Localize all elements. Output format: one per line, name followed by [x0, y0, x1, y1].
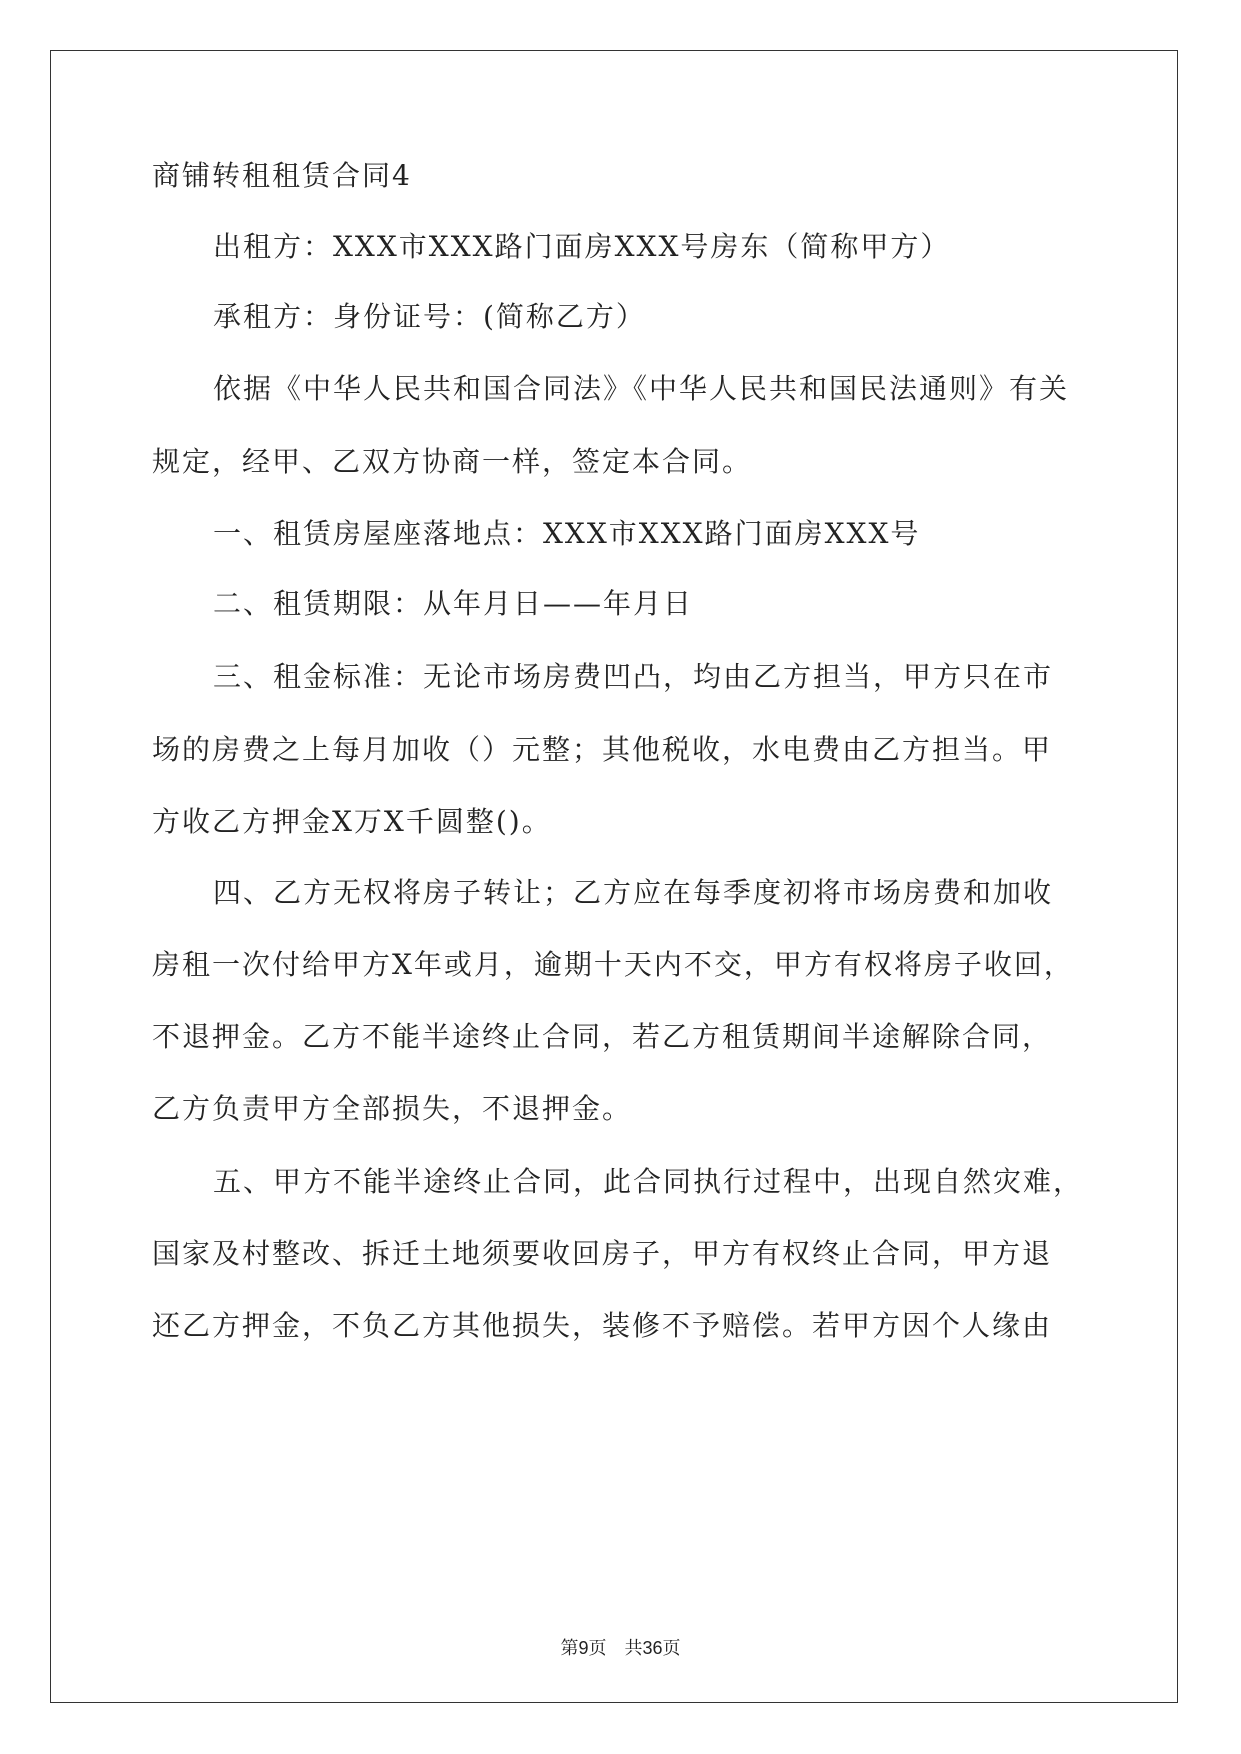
- paragraph-lessor: 出租方：XXX市XXX路门面房XXX号房东（简称甲方）: [213, 230, 951, 263]
- clause-4-line-1: 四、乙方无权将房子转让；乙方应在每季度初将市场房费和加收: [213, 876, 1054, 909]
- clause-1-location: 一、租赁房屋座落地点：XXX市XXX路门面房XXX号: [213, 517, 921, 550]
- clause-2-term: 二、租赁期限：从年月日——年月日: [213, 587, 694, 620]
- clause-3-line-1: 三、租金标准：无论市场房费凹凸，均由乙方担当，甲方只在市: [213, 660, 1054, 693]
- clause-5-line-2: 国家及村整改、拆迁土地须要收回房子，甲方有权终止合同，甲方退: [152, 1237, 1053, 1270]
- page-footer: 第9页 共36页: [560, 1638, 681, 1658]
- clause-4-line-2: 房租一次付给甲方X年或月，逾期十天内不交，甲方有权将房子收回，: [152, 948, 1074, 981]
- clause-5-line-3: 还乙方押金，不负乙方其他损失，装修不予赔偿。若甲方因个人缘由: [152, 1309, 1053, 1342]
- paragraph-lessee: 承租方：身份证号：(简称乙方）: [213, 300, 646, 333]
- clause-5-line-1: 五、甲方不能半途终止合同，此合同执行过程中，出现自然灾难，: [213, 1165, 1084, 1198]
- paragraph-basis-line-1: 依据《中华人民共和国合同法》《中华人民共和国民法通则》有关: [213, 372, 1070, 405]
- clause-3-line-3: 方收乙方押金X万X千圆整()。: [152, 805, 552, 838]
- document-title: 商铺转租租赁合同4: [152, 159, 412, 192]
- clause-3-line-2: 场的房费之上每月加收（）元整；其他税收，水电费由乙方担当。甲: [152, 733, 1053, 766]
- clause-4-line-3: 不退押金。乙方不能半途终止合同，若乙方租赁期间半途解除合同，: [152, 1020, 1053, 1053]
- clause-4-line-4: 乙方负责甲方全部损失，不退押金。: [152, 1092, 633, 1125]
- paragraph-basis-line-2: 规定，经甲、乙双方协商一样，签定本合同。: [152, 445, 753, 478]
